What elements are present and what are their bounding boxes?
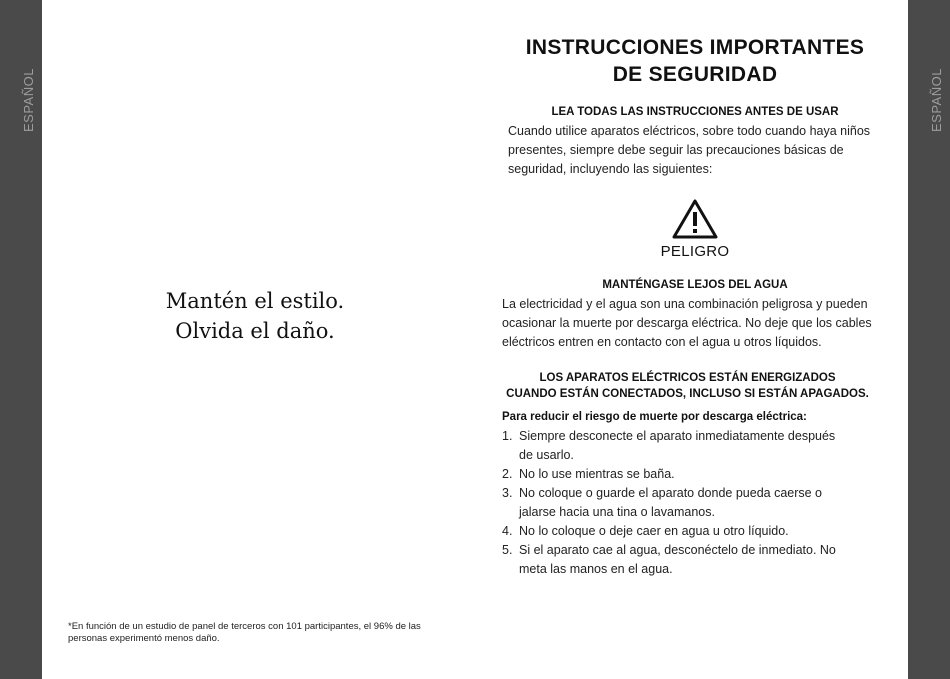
- tagline-line-2: Olvida el daño.: [175, 319, 335, 343]
- list-item-text: No lo use mientras se baña.: [519, 467, 675, 481]
- left-side-bar: [0, 0, 42, 679]
- list-item: [502, 522, 842, 541]
- title-line-2: DE SEGURIDAD: [612, 63, 778, 86]
- right-side-bar: [908, 0, 950, 679]
- water-heading: MANTÉNGASE LEJOS DEL AGUA: [602, 279, 788, 291]
- list-item-text: Siempre desconecte el aparato inmediatamente después de usarlo.: [519, 429, 836, 462]
- water-text: La electricidad y el agua son una combinación peligrosa y pueden ocasionar la muerte por descarga eléctrica. No deje que los cables eléctricos entren en contacto con el agua u otros líquidos.: [502, 297, 872, 349]
- title-line-1: INSTRUCCIONES IMPORTANTES: [525, 36, 865, 59]
- warning-triangle-icon: [671, 198, 719, 240]
- list-item-text: No lo coloque o deje caer en agua u otro líquido.: [519, 524, 789, 538]
- list-item: [502, 427, 842, 465]
- list-item-number: 1.: [502, 429, 513, 443]
- page-title: [500, 34, 890, 88]
- list-item-number: 5.: [502, 543, 513, 557]
- reduce-risk-lead: Para reducir el riesgo de muerte por descarga eléctrica:: [502, 411, 807, 423]
- list-item-text: No coloque o guarde el aparato donde pueda caerse o jalarse hacia una tina o lavamanos.: [519, 486, 823, 519]
- tagline: [105, 286, 405, 346]
- safety-list: [502, 427, 842, 579]
- list-item-number: 4.: [502, 524, 513, 538]
- list-item-number: 3.: [502, 486, 513, 500]
- language-label-right: ESPAÑOL: [929, 68, 944, 132]
- language-label-left: ESPAÑOL: [21, 68, 36, 132]
- energized-heading-line-1: LOS APARATOS ELÉCTRICOS ESTÁN ENERGIZADOS: [539, 372, 836, 384]
- energized-heading-line-2: CUANDO ESTÁN CONECTADOS, INCLUSO SI ESTÁN APAGADOS.: [506, 388, 869, 400]
- read-all-text: Cuando utilice aparatos eléctricos, sobre todo cuando haya niños presentes, siempre debe seguir las precauciones básicas de seguridad, incluyendo las siguientes:: [508, 124, 871, 176]
- tagline-line-1: Mantén el estilo.: [165, 289, 345, 313]
- danger-label: PELIGRO: [660, 243, 730, 260]
- list-item: [502, 541, 842, 579]
- list-item-number: 2.: [502, 467, 513, 481]
- list-item: [502, 484, 842, 522]
- footnote: *En función de un estudio de panel de terceros con 101 participantes, el 96% de las personas experimentó menos daño.: [68, 621, 421, 644]
- read-all-heading: LEA TODAS LAS INSTRUCCIONES ANTES DE USAR: [551, 106, 839, 118]
- list-item: [502, 465, 842, 484]
- list-item-text: Si el aparato cae al agua, desconéctelo de inmediato. No meta las manos en el agua.: [519, 543, 836, 576]
